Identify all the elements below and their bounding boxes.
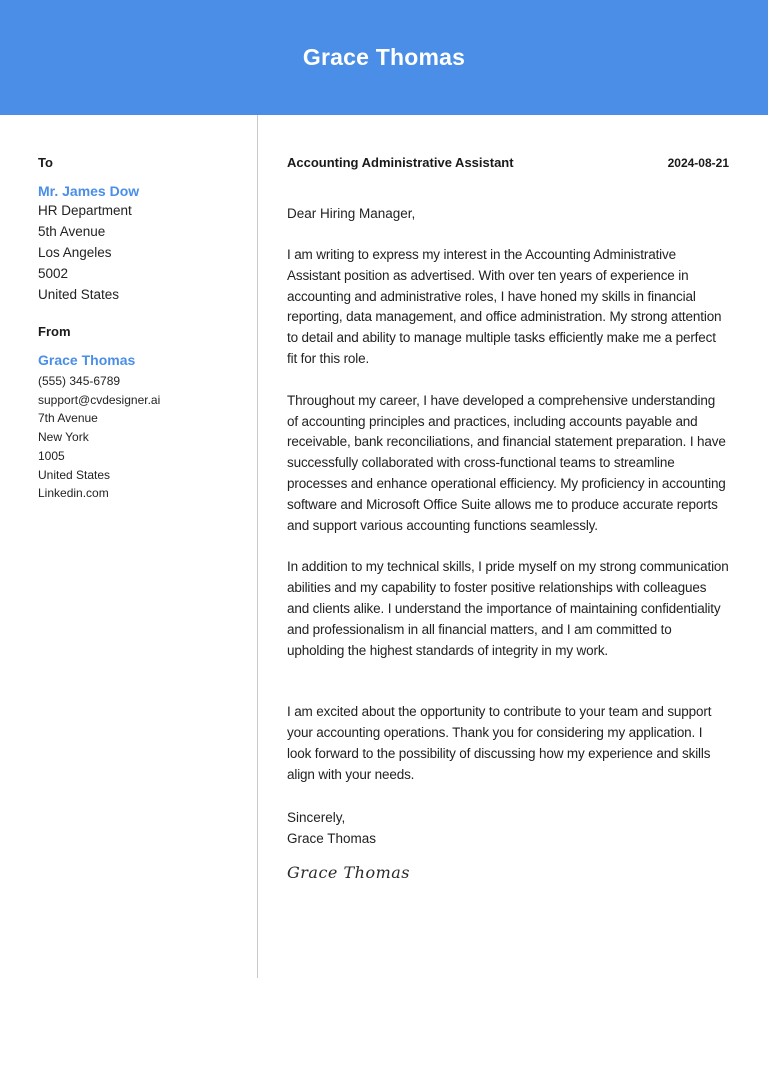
closing-phrase: Sincerely,: [287, 809, 346, 825]
closing-name: Grace Thomas: [287, 830, 377, 846]
header-banner: [0, 0, 768, 115]
sender-linkedin: Linkedin.com: [38, 486, 109, 501]
recipient-address: [38, 200, 243, 305]
sender-postal-code: 1005: [38, 448, 65, 463]
sender-name: Grace Thomas: [38, 352, 136, 368]
recipient-name: Mr. James Dow: [38, 183, 140, 199]
paragraph-closing: I am excited about the opportunity to contribute to your team and support your accounting operations. Thank you for considering my application. I look forward to the possibility of discussing how my experience and skills align with your needs.: [287, 704, 712, 782]
sender-country: United States: [38, 467, 111, 482]
sidebar: [38, 155, 243, 503]
sender-city: New York: [38, 430, 89, 445]
paragraph-experience: Throughout my career, I have developed a comprehensive understanding of accounting principles and practices, including accounts payable and receivable, bank reconciliations, and financial statement preparation. I have successfully collaborated with cross-functional teams to streamline processes and enhance operational efficiency. My proficiency in accounting software and Microsoft Office Suite allows me to produce accurate reports and support various accounting functions seamlessly.: [287, 392, 726, 533]
from-section-title: From: [38, 324, 71, 339]
letter-date: 2024-08-21: [667, 156, 729, 170]
recipient-country: United States: [38, 287, 120, 302]
closing-block: [287, 807, 729, 849]
to-section-title: To: [38, 155, 53, 170]
paragraph-skills: In addition to my technical skills, I pride myself on my strong communication abilities and my capability to foster positive relationships with colleagues and clients alike. I understand the importance of maintaining confidentiality and professionalism in all financial matters, and I am committed to upholding the highest standards of integrity in my work.: [287, 559, 729, 658]
header-name: Grace Thomas: [302, 44, 466, 70]
salutation: Dear Hiring Manager,: [287, 206, 416, 221]
job-title: Accounting Administrative Assistant: [287, 155, 514, 170]
sender-details: [38, 372, 243, 503]
recipient-postal-code: 5002: [38, 266, 69, 281]
recipient-block: [38, 155, 243, 305]
recipient-department: HR Department: [38, 203, 132, 218]
sender-email: support@cvdesigner.ai: [38, 392, 161, 407]
column-divider: [257, 115, 258, 978]
sender-phone: (555) 345-6789: [38, 374, 121, 388]
letter-title-row: [287, 155, 729, 171]
sender-street: 7th Avenue: [38, 411, 98, 426]
handwritten-signature: Grace Thomas: [287, 862, 411, 882]
recipient-street: 5th Avenue: [38, 224, 106, 239]
letter-body: [287, 155, 729, 882]
sender-block: [38, 324, 243, 503]
recipient-city: Los Angeles: [38, 245, 112, 260]
paragraph-intro: I am writing to express my interest in the Accounting Administrative Assistant position as advertised. With over ten years of experience in accounting and administrative roles, I have honed my skills in financial reporting, data management, and office administration. My strong attention to detail and ability to manage multiple tasks efficiently make me a perfect fit for this role.: [287, 247, 722, 366]
